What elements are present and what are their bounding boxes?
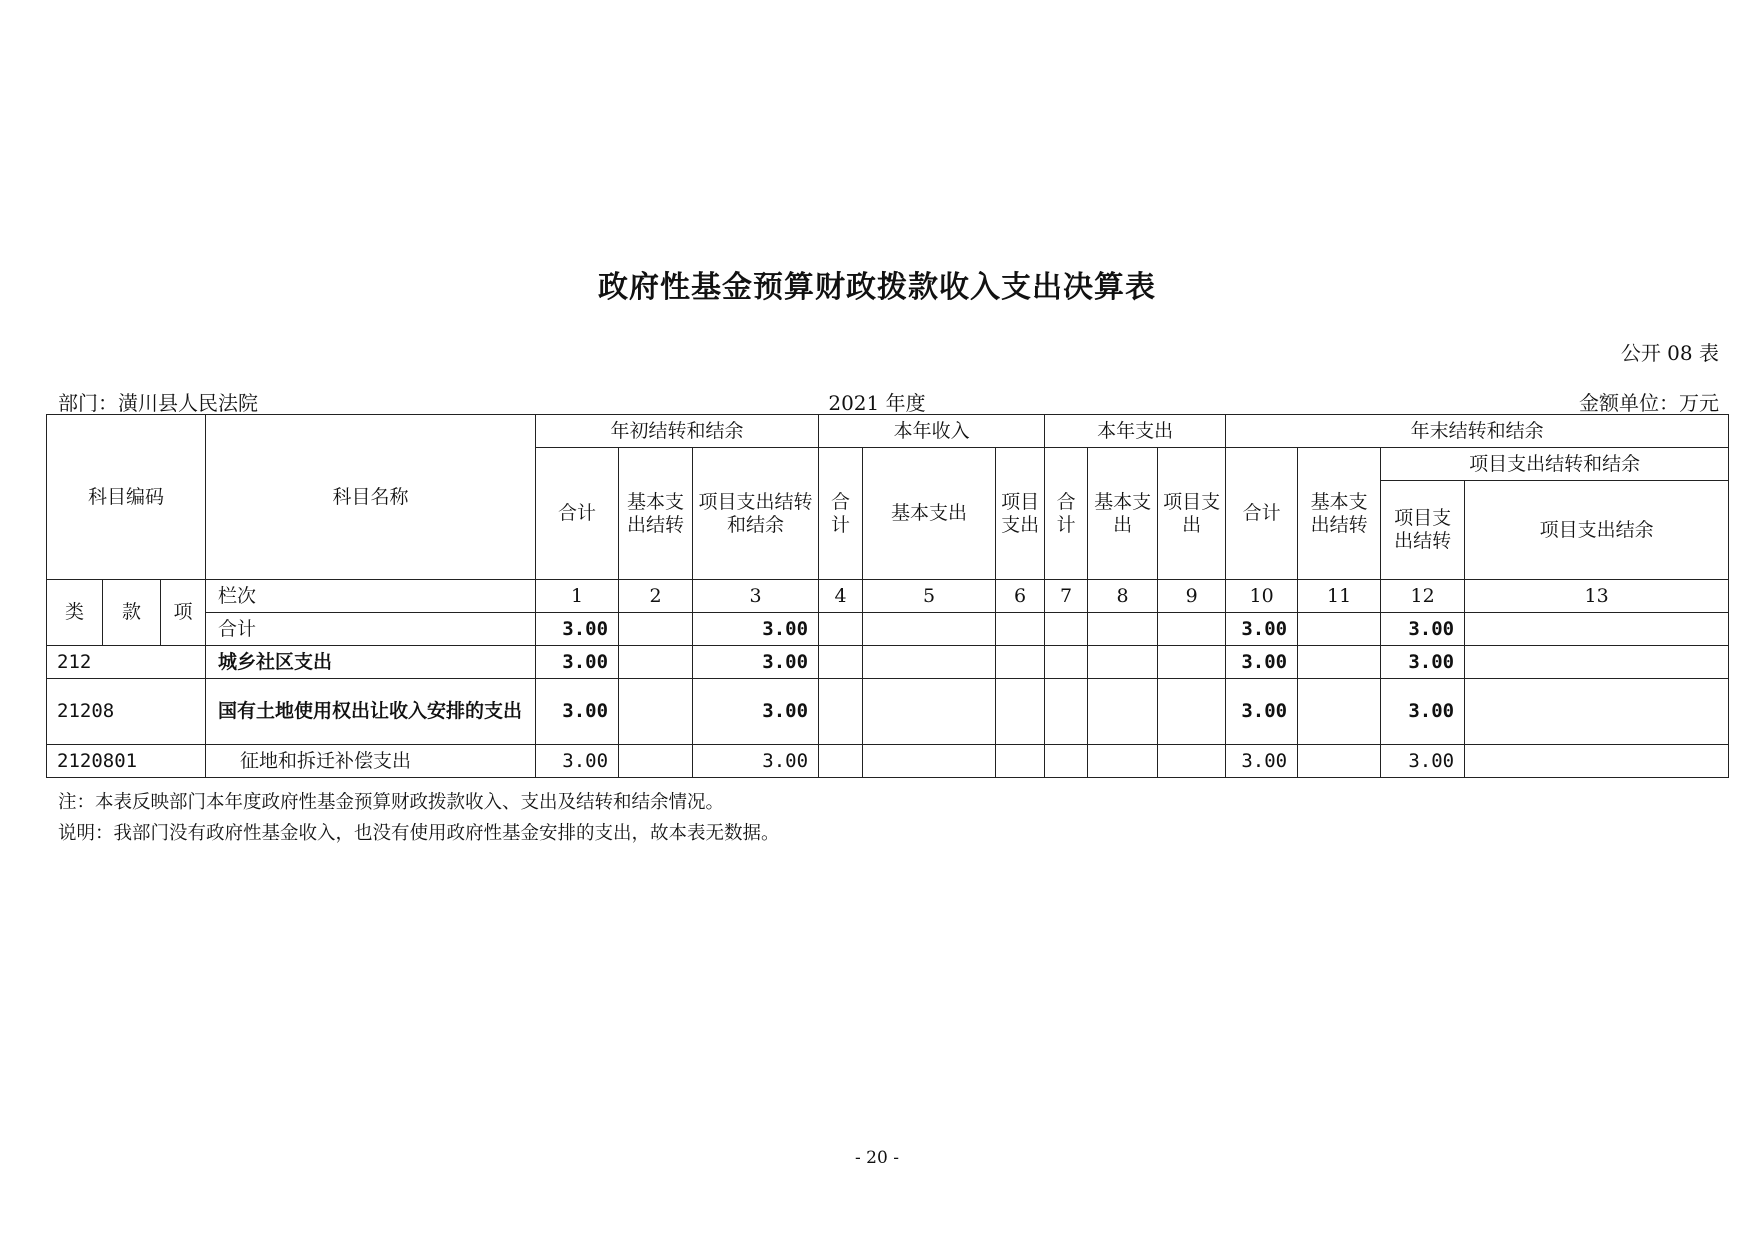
col-num: 12 xyxy=(1381,580,1465,613)
cell-value xyxy=(1045,613,1088,646)
cell-value xyxy=(619,679,693,745)
header-income-project: 项目支出 xyxy=(996,448,1045,580)
cell-value xyxy=(1045,646,1088,679)
header-xiang: 项 xyxy=(161,580,206,646)
header-end-group: 年末结转和结余 xyxy=(1226,415,1729,448)
header-income-group: 本年收入 xyxy=(819,415,1045,448)
cell-value xyxy=(996,745,1045,778)
header-expense-group: 本年支出 xyxy=(1045,415,1226,448)
cell-value xyxy=(1465,745,1729,778)
cell-value xyxy=(996,613,1045,646)
cell-value xyxy=(1465,613,1729,646)
cell-value xyxy=(996,679,1045,745)
cell-value xyxy=(1045,679,1088,745)
cell-value xyxy=(863,646,996,679)
cell-value: 3.00 xyxy=(1381,613,1465,646)
fiscal-year-label: 2021 年度 xyxy=(828,391,926,415)
cell-value: 3.00 xyxy=(1226,613,1298,646)
header-end-total: 合计 xyxy=(1226,448,1298,580)
cell-value xyxy=(619,745,693,778)
header-begin-basic: 基本支出结转 xyxy=(619,448,693,580)
form-number: 公开 08 表 xyxy=(1620,341,1719,365)
cell-value xyxy=(1158,613,1226,646)
cell-value xyxy=(619,613,693,646)
cell-value: 3.00 xyxy=(536,613,619,646)
row-code: 212 xyxy=(47,646,206,679)
table-row xyxy=(47,679,1729,745)
cell-value: 3.00 xyxy=(536,745,619,778)
header-income-basic: 基本支出 xyxy=(863,448,996,580)
col-num: 2 xyxy=(619,580,693,613)
cell-value: 3.00 xyxy=(1226,679,1298,745)
cell-value: 3.00 xyxy=(1381,745,1465,778)
cell-value xyxy=(863,613,996,646)
header-begin-group: 年初结转和结余 xyxy=(536,415,819,448)
cell-value xyxy=(819,745,863,778)
budget-table xyxy=(46,414,1729,778)
cell-value: 3.00 xyxy=(1381,679,1465,745)
cell-value xyxy=(1465,646,1729,679)
cell-value xyxy=(1158,646,1226,679)
cell-value xyxy=(863,679,996,745)
header-begin-total: 合计 xyxy=(536,448,619,580)
cell-value xyxy=(1158,745,1226,778)
cell-value xyxy=(1088,679,1158,745)
header-lei: 类 xyxy=(47,580,103,646)
col-num: 6 xyxy=(996,580,1045,613)
cell-value xyxy=(996,646,1045,679)
table-note: 注：本表反映部门本年度政府性基金预算财政拨款收入、支出及结转和结余情况。 xyxy=(58,792,725,813)
header-income-total: 合计 xyxy=(819,448,863,580)
header-expense-basic: 基本支出 xyxy=(1088,448,1158,580)
amount-unit-label: 金额单位：万元 xyxy=(1579,391,1719,415)
col-num: 13 xyxy=(1465,580,1729,613)
cell-value xyxy=(1158,679,1226,745)
table-row xyxy=(47,745,1729,778)
header-end-project-balance: 项目支出结余 xyxy=(1465,481,1729,580)
cell-value xyxy=(1298,613,1381,646)
col-num: 1 xyxy=(536,580,619,613)
row-code: 2120801 xyxy=(47,745,206,778)
cell-value xyxy=(1465,679,1729,745)
col-num: 9 xyxy=(1158,580,1226,613)
header-end-project-group: 项目支出结转和结余 xyxy=(1381,448,1729,481)
col-num: 3 xyxy=(693,580,819,613)
header-end-project-carry: 项目支出结转 xyxy=(1381,481,1465,580)
table-row xyxy=(47,646,1729,679)
col-num: 8 xyxy=(1088,580,1158,613)
cell-value xyxy=(1088,646,1158,679)
col-num: 4 xyxy=(819,580,863,613)
row-code: 21208 xyxy=(47,679,206,745)
cell-value: 3.00 xyxy=(1226,745,1298,778)
cell-value: 3.00 xyxy=(1226,646,1298,679)
cell-value xyxy=(819,646,863,679)
cell-value xyxy=(1298,679,1381,745)
table-row-total xyxy=(47,613,1729,646)
cell-value xyxy=(1298,646,1381,679)
cell-value xyxy=(819,613,863,646)
cell-value xyxy=(619,646,693,679)
cell-value xyxy=(1298,745,1381,778)
col-num: 5 xyxy=(863,580,996,613)
cell-value xyxy=(1088,613,1158,646)
header-expense-project: 项目支出 xyxy=(1158,448,1226,580)
cell-value xyxy=(863,745,996,778)
header-expense-total: 合计 xyxy=(1045,448,1088,580)
header-kuan: 款 xyxy=(103,580,161,646)
cell-value: 3.00 xyxy=(693,613,819,646)
header-name: 科目名称 xyxy=(206,415,536,580)
cell-value: 3.00 xyxy=(536,646,619,679)
cell-value: 3.00 xyxy=(536,679,619,745)
cell-value: 3.00 xyxy=(693,679,819,745)
cell-value: 3.00 xyxy=(693,745,819,778)
cell-value xyxy=(1045,745,1088,778)
header-begin-project: 项目支出结转和结余 xyxy=(693,448,819,580)
col-num: 10 xyxy=(1226,580,1298,613)
row-name: 征地和拆迁补偿支出 xyxy=(206,745,536,778)
department-label: 部门：潢川县人民法院 xyxy=(58,391,258,415)
cell-value: 3.00 xyxy=(1381,646,1465,679)
col-num: 7 xyxy=(1045,580,1088,613)
row-name: 城乡社区支出 xyxy=(206,646,536,679)
row-name: 国有土地使用权出让收入安排的支出 xyxy=(206,679,536,745)
header-code: 科目编码 xyxy=(47,415,206,580)
page-title: 政府性基金预算财政拨款收入支出决算表 xyxy=(598,270,1156,305)
header-end-basic: 基本支出结转 xyxy=(1298,448,1381,580)
cell-value: 3.00 xyxy=(693,646,819,679)
page-number: - 20 - xyxy=(855,1148,899,1168)
cell-value xyxy=(1088,745,1158,778)
column-row-label: 栏次 xyxy=(206,580,536,613)
row-name: 合计 xyxy=(206,613,536,646)
cell-value xyxy=(819,679,863,745)
table-explanation: 说明：我部门没有政府性基金收入，也没有使用政府性基金安排的支出，故本表无数据。 xyxy=(58,823,780,844)
col-num: 11 xyxy=(1298,580,1381,613)
